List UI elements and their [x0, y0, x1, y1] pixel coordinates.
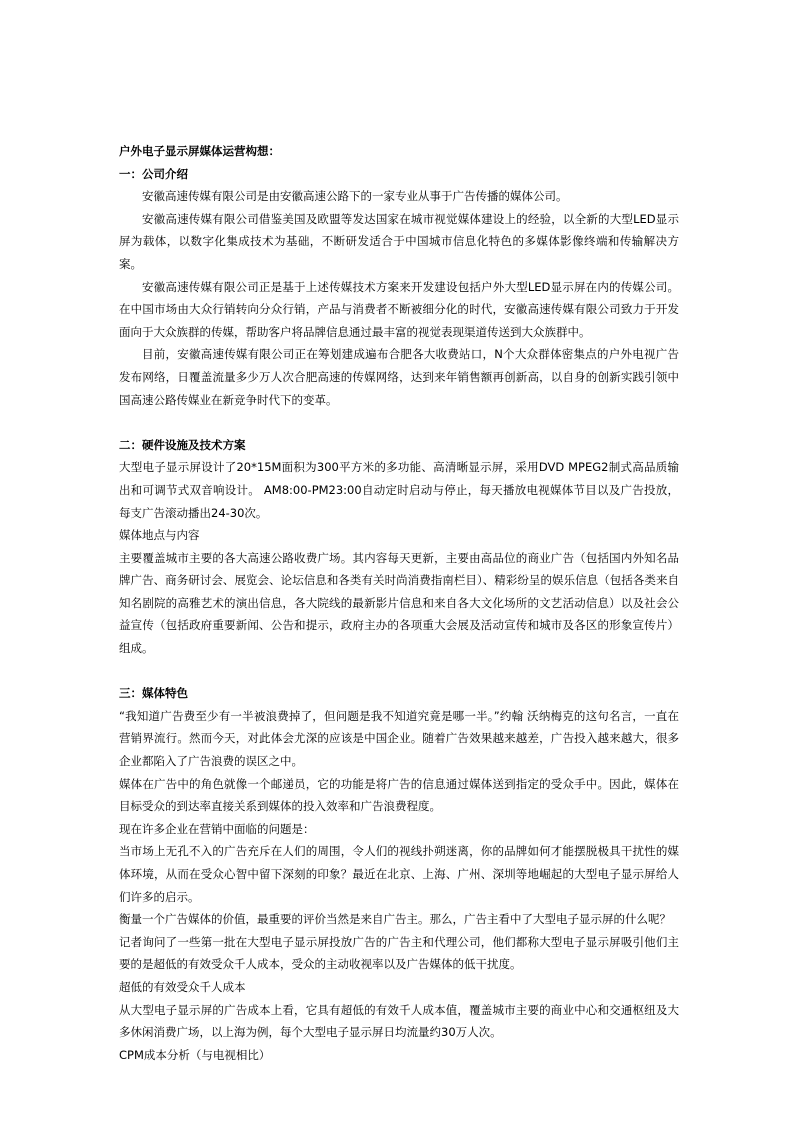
paragraph: 媒体在广告中的角色就像一个邮递员，它的功能是将广告的信息通过媒体送到指定的受众手中。因此，媒体在目标受众的到达率直接关系到媒体的投入效率和广告浪费程度。: [119, 776, 679, 814]
subheading-cpm-analysis: CPM成本分析（与电视相比）: [119, 1047, 271, 1062]
paragraph: 从大型电子显示屏的广告成本上看，它具有超低的有效千人成本值，覆盖城市主要的商业中心和交通枢纽及大多休闲消费广场，以上海为例，每个大型电子显示屏日均流量约30万人次。: [119, 1002, 679, 1040]
subheading-cpm: 超低的有效受众千人成本: [119, 979, 246, 994]
section-heading-hardware: 二：硬件设施及技术方案: [119, 437, 246, 452]
paragraph: 当市场上无孔不入的广告充斥在人们的周围，令人们的视线扑朔迷离，你的品牌如何才能摆脱极具干扰性的媒体环境，从而在受众心智中留下深刻的印象？最近在北京、上海、广州、深圳等地崛起的大型电子显示屏给人们许多的启示。: [119, 844, 679, 904]
paragraph: “我知道广告费至少有一半被浪费掉了，但问题是我不知道究竟是哪一半。”约翰 沃纳梅克的这句名言，一直在营销界流行。然而今天，对此体会尤深的应该是中国企业。随着广告效果越来越差，广告投入越来越大，很多企业都陷入了广告浪费的误区之中。: [119, 708, 679, 769]
paragraph: 安徽高速传媒有限公司借鉴美国及欧盟等发达国家在城市视觉媒体建设上的经验，以全新的大型LED显示屏为载体，以数字化集成技术为基础，不断研发适合于中国城市信息化特色的多媒体影像终端和传输解决方案。: [119, 211, 679, 271]
document-page: [119, 140, 679, 1066]
blank-line: [119, 411, 679, 434]
subheading-media-location: 媒体地点与内容: [119, 528, 200, 543]
paragraph: 衡量一个广告媒体的价值，最重要的评价当然是来自广告主。那么，广告主看中了大型电子显示屏的什么呢？: [119, 912, 671, 927]
paragraph: 主要覆盖城市主要的各大高速公路收费广场。其内容每天更新，主要由高品位的商业广告（包括国内外知名品牌广告、商务研讨会、展览会、论坛信息和各类有关时尚消费指南栏目）、精彩纷呈的娱乐信息（包括各类来自知名剧院的高雅艺术的演出信息，各大院线的最新影片信息和来自各大文化场所的文艺活动信息）以及社会公益宣传（包括政府重要新闻、公告和提示，政府主办的各项重大会展及活动宣传和城市及各区的形象宣传片）组成。: [119, 550, 679, 656]
paragraph: 现在许多企业在营销中面临的问题是：: [119, 821, 315, 836]
paragraph: 大型电子显示屏设计了20*15M面积为300平方米的多功能、高清晰显示屏，采用DVD MPEG2制式高品质输出和可调节式双音响设计。 AM8:00-PM23:00自动定时启动与停止，每天播放电视媒体节目以及广告投放，每支广告滚动播出24-30次。: [119, 460, 679, 520]
paragraph: 安徽高速传媒有限公司是由安徽高速公路下的一家专业从事于广告传播的媒体公司。: [142, 189, 568, 204]
section-heading-features: 三：媒体特色: [119, 686, 188, 701]
section-heading-company: 一：公司介绍: [119, 166, 188, 181]
document-title: 户外电子显示屏媒体运营构想：: [119, 144, 280, 158]
paragraph: 记者询问了一些第一批在大型电子显示屏投放广告的广告主和代理公司，他们都称大型电子显示屏吸引他们主要的是超低的有效受众千人成本，受众的主动收视率以及广告媒体的低干扰度。: [119, 934, 679, 972]
blank-line: [119, 660, 679, 683]
paragraph: 目前，安徽高速传媒有限公司正在筹划建成遍布合肥各大收费站口，N个大众群体密集点的户外电视广告发布网络，日覆盖流量多少万人次合肥高速的传媒网络，达到来年销售额再创新高，以自身的创新实践引领中国高速公路传媒业在新竞争时代下的变革。: [119, 347, 679, 407]
paragraph: 安徽高速传媒有限公司正是基于上述传媒技术方案来开发建设包括户外大型LED显示屏在内的传媒公司。在中国市场由大众行销转向分众行销，产品与消费者不断被细分化的时代，安徽高速传媒有限公司致力于开发面向于大众族群的传媒，帮助客户将品牌信息通过最丰富的视觉表现渠道传送到大众族群中。: [119, 279, 679, 339]
